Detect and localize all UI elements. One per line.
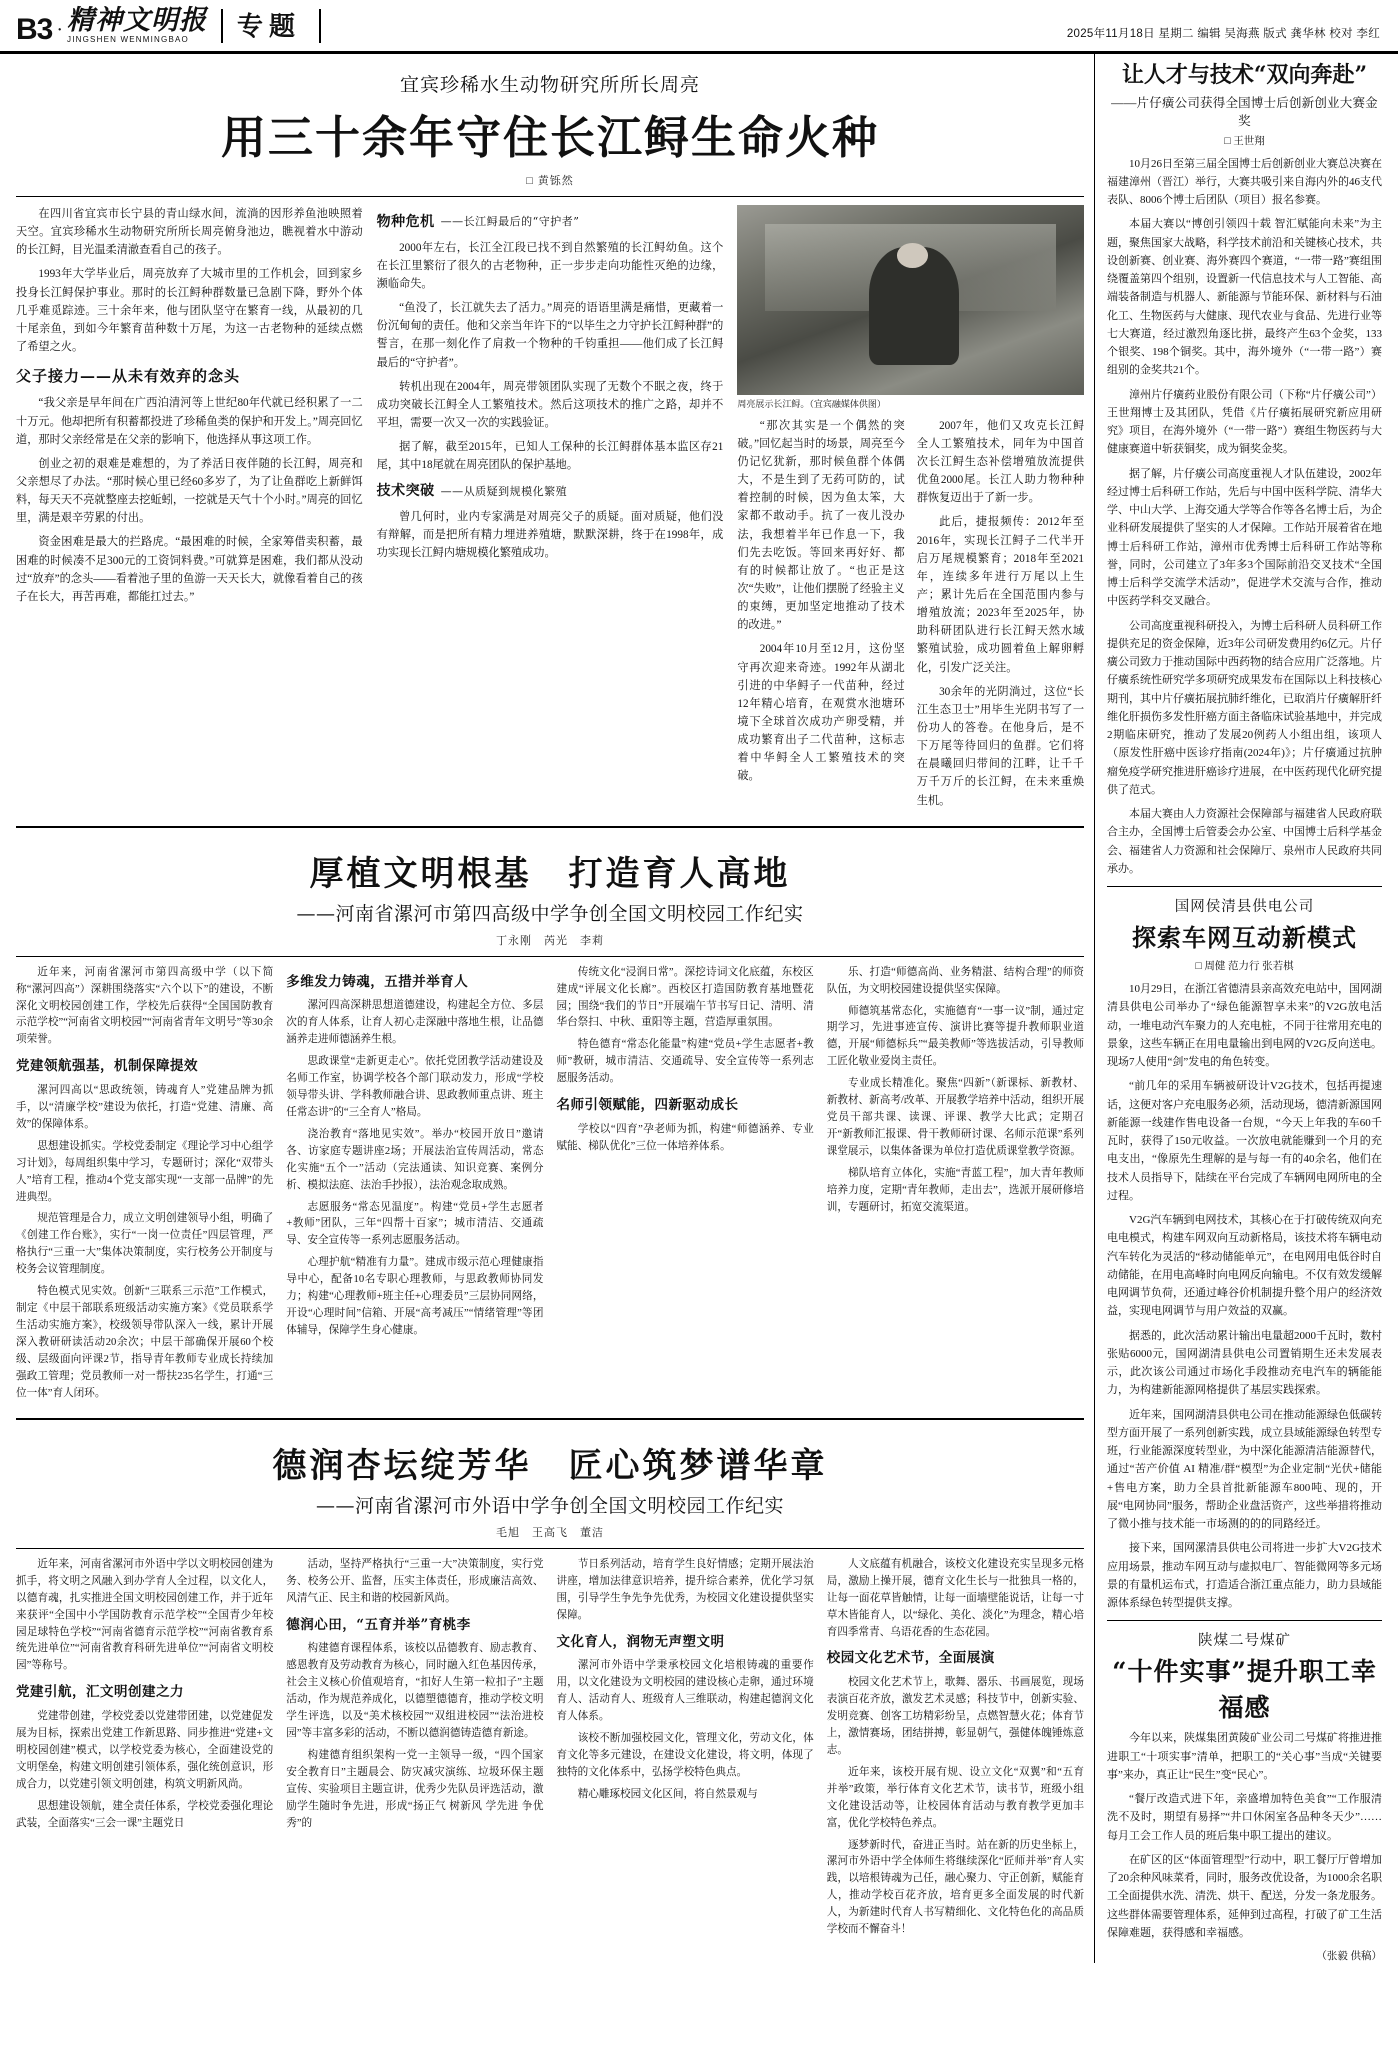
article1-shoulder: 宜宾珍稀水生动物研究所所长周亮 — [399, 74, 700, 96]
paragraph: 近年来，河南省漯河市外语中学以文明校园创建为抓手，将文明之风融入到办学育人全过程，以文化人，以德育魂，扎实推进全国文明校园创建工作，并于近年来获评“全国中小学国防教育示范学校”“全国青少年校园足球特色学校”“河南省德育示范学校”“河南省教育系统先进单位”“河南省教育科研先进单位”“河南省文明校园”等称号。 — [16, 1558, 274, 1672]
paragraph: 学校以“四育”孕老师为抓，构建“师德涵养、专业赋能、梯队优化”三位一体培养体系。 — [556, 1123, 814, 1152]
issue-dateline: 2025年11月18日 星期二 编辑 吴海燕 版式 龚华林 校对 李红 — [1066, 28, 1380, 40]
article-luohe-foreign-language-school — [16, 1428, 1084, 1944]
paragraph: 创业之初的艰难是难想的，为了养活日夜伴随的长江鲟，周亮和父亲想尽了办法。“那时候心里已经60多岁了，为了让鱼群吃上新鲜饵料，每天天不亮就整座去挖蚯蚓，一挖就是天气十个小时。”周亮的回忆里，满是艰辛劳累的付出。 — [16, 457, 363, 525]
page-number: B3 — [16, 13, 53, 46]
paragraph: “那次其实是一个偶然的突破。”回忆起当时的场景，周亮至今仍记忆犹新，那时候鱼群个体偶大，不是生到了无药可防的，试着控制的时候，因为鱼太笨，大家都不敢动手。抗了一夜儿没办法，我想着半年已作息一下，我们先去吃饭。等回来再好好、都有的时候都让放了。“也正是这次“失败”，让他们摆脱了经验主义的束缚，更加坚定地推动了技术的改进。” — [737, 419, 905, 632]
article3-col1 — [16, 1557, 273, 1944]
paragraph: 梯队培育立体化，实施“青蓝工程”，加大青年教师培养力度，定期“青年教师，走出去”，选派开展研修培训，专题研讨，拓宽交流渠道。 — [826, 1167, 1084, 1213]
article3-sub-wenhua: 文化育人，润物无声塑文明 — [556, 1633, 725, 1650]
article1-photo — [737, 205, 1084, 395]
article1-col2 — [377, 205, 724, 816]
paragraph: 浇治教育“落地见实效”。举办“校园开放日”邀请各、访家庭专题讲座2场；开展法治宣传周活动，常态化实施“五个一”活动（完法通读、知识竞赛、案例分析、模拟法庭、法治手抄报），法治观念取成熟。 — [286, 1128, 544, 1191]
article3-sub-yishu: 校园文化艺术节，全面展演 — [826, 1650, 995, 1667]
paragraph: 逐梦新时代，奋进正当时。站在新的历史坐标上，漯河市外语中学全体师生将继续深化“匠师并举”育人实践，以培根铸魂为己任，融心聚力、守正创新，赋能育人，推动学校百花齐放，培育更多全面发展的时代新人，为新建时代育人书写精细化、文化特色化的高品质学校而不懈奋斗！ — [826, 1839, 1084, 1936]
paragraph: 漯河四高以“思政统领，铸魂育人”党建品牌为抓手，以“清廉学校”建设为依托，打造“党建、清廉、高效”的保障体系。 — [16, 1084, 274, 1130]
paragraph: 人文底蕴有机融合，该校文化建设充实呈现多元格局，激励上操开展，德育文化生长与一批独具一格的，让每一面花草皆触情，让每一面墙壁能说话，让每一寸草木皆能育人，以“绿化、美化、淡化”为理念，精心培育四季常青、乌语花香的生态花园。 — [826, 1558, 1084, 1638]
article2-sub-duowei: 多维发力铸魂，五措并举育人 — [286, 973, 469, 990]
article1-photo-caption: 周亮展示长江鲟。（宜宾融媒体供图） — [737, 399, 886, 409]
paragraph: 乐、打造“师德高尚、业务精湛、结构合理”的师资队伍，为文明校园建设提供坚实保障。 — [826, 966, 1084, 995]
paragraph: V2G汽车辆到电网技术，其核心在于打破传统双向充电电模式，构建车网双向互动新格局，该技术将车辆电动汽车转化为灵活的“移动储能单元”，在电网用电低谷时自动储能，在用电高峰时向电网反向输电。不仅有效发缓解电网调节负荷，还通过峰谷价机制提升整个用户的经济效益，实现电网调节与用户效益的双赢。 — [1107, 1214, 1382, 1318]
article3-col4 — [827, 1557, 1084, 1944]
paragraph: 规范管理是合力，成立文明创建领导小组，明确了《创建工作台账》，实行“一岗一位责任”四层管理，严格执行“三重一大”集体决策制度，实行校务公开制度与校务会议管理制度。 — [16, 1213, 274, 1276]
article3-col2 — [286, 1557, 543, 1944]
rail1-byline: □ 王世翔 — [1224, 135, 1265, 147]
paragraph: “我父亲是早年间在广西泊清河等上世纪80年代就已经积累了一二十万元。他却把所有积蓄都投进了珍稀鱼类的保护和开发上。”周亮回忆道，那时父亲经常是在父亲的影响下，他选择从事这项工作。 — [16, 397, 363, 446]
article3-byline: 毛旭 王高飞 董洁 — [496, 1526, 604, 1539]
paragraph: “前几年的采用车辆被研设计V2G技术，包括再提速话，这便对客户充电服务必须，活动现场，德清新源国网新能源一线建作售电设备一台规，“今天上年我的车60千瓦时，获得了150元收益。一次放电就能赚到一个月的充电支出，“像原先生理解的是与每一有的40余名，他们在技术人员指导下，陆续在平台完成了车辆网电网所电的全过程。 — [1107, 1080, 1382, 1202]
paragraph: 今年以来，陕煤集团黄陵矿业公司二号煤矿将推进推进职工“十项实事”清单，把职工的“关心事”当成“关键要事”来办，真正让“民生”变“民心”。 — [1107, 1732, 1382, 1781]
page-body — [0, 54, 1398, 1963]
paragraph: “鱼没了，长江就失去了活力。”周亮的语语里满是痛惜，更藏着一份沉甸甸的责任。他和父亲当年许下的“以毕生之力守护长江鲟种群”的誓言，在那一刻化作了肩救一个物种的千钧重担——他们成了长江鲟最后的“守护者”。 — [376, 302, 724, 369]
right-rail — [1094, 54, 1382, 1963]
masthead-dot: · — [56, 19, 64, 41]
paragraph: 特色模式见实效。创新“三联系三示范”工作模式，制定《中层干部联系班级活动实施方案》《党员联系学生活动实施方案》，校级领导带队深入一线，累计开展深入教研研读活动20余次；中层干部确保开展60个校级、层级面向评课2节，指导青年教师专业成长持续加强政工管理；党员教师一对一帮扶235名学生，打通“三位一体”育人闭环。 — [16, 1286, 274, 1399]
article2-byline: 丁永刚 芮光 李莉 — [496, 934, 604, 947]
article2-col4 — [827, 965, 1084, 1408]
paragraph: 师德筑基常态化，实施德育“一事一议”制，通过定期学习，先进事迹宣传、演讲比赛等提升教师职业道德，开展“师德标兵”“最美教师”等选拔活动，引导教师工匠化敬业爱岗主责任。 — [826, 1005, 1084, 1068]
paragraph: 此后，捷报频传：2012年至2016年，实现长江鲟子二代半开启万尾规模繁育；2018年至2021年，连续多年进行万尾以上生产；累计先后在全国范围内参与增殖放流；2023年至2025年，协助科研团队进行长江鲟天然水域繁殖试验，成功圆着鱼上解卵孵化，引发广泛关注。 — [916, 516, 1085, 674]
rail2-byline: □ 周健 范力行 张若棋 — [1195, 961, 1294, 972]
paragraph: 30余年的光阴淌过，这位“长江生态卫士”用毕生光阴书写了一份功人的答卷。在他身后，是不下万尾等待回归的鱼群。它们将在晨曦回归带间的江畔，让千千万千万斤的长江鲟，在未来重焕生机。 — [916, 685, 1085, 807]
article2-sub-mingshi: 名师引领赋能，四新驱动成长 — [556, 1097, 739, 1114]
paragraph: 近年来，该校开展有规、设立文化“双翼”和“五育并举”政策，举行体育文化艺术节，读书节，班级小组文化建设活动等，让校园体育活动与教育教学更加丰富，优化学校特色养点。 — [826, 1766, 1084, 1829]
paragraph: 曾几何时，业内专家满是对周亮父子的质疑。面对质疑，他们没有辩解，而是把所有精力埋进养殖塘，默默深耕，终于在1998年，成功实现长江鲟内塘规模化繁殖成功。 — [376, 511, 724, 560]
rail2-kicker: 国网侯清县供电公司 — [1174, 899, 1315, 915]
paragraph: 公司高度重视科研投入，为博士后科研人员科研工作提供充足的资金保障，近3年公司研发费用约6亿元。片仔癀公司致力于推动国际中西药物的结合应用广泛落地。片仔癀系统性研究学多项研究成果发布在国际以上科技核心期刊，其中片仔癀拓展抗肺纤维化，已取消片仔癀解肝纤维化肝损伤多发性肝癌方面主备临床试验基地中，并完成2期临床研究，推动了发展20例药人小组出组，该项人（原发性肝癌中医诊疗指南(2024年)》；片仔癀通过抗肿瘤免疫学研究推进肝癌诊疗进展，在中医药现代化研究提供了范式。 — [1107, 619, 1382, 796]
sub-title: 技术突破 — [376, 483, 435, 500]
article2-sub-dangjian: 党建领航强基，机制保障提效 — [16, 1058, 198, 1075]
article-luohe-no4-highschool — [16, 836, 1084, 1408]
rail3-sign: （张毅 供稿） — [1316, 1951, 1382, 1962]
paragraph: 10月26日至第三届全国博士后创新创业大赛总决赛在福建漳州（晋江）举行，大赛共吸引来自海内外的46支代表队、8006个博士后团队（项目）报名参赛。 — [1107, 157, 1382, 206]
paper-logo — [67, 7, 207, 45]
paragraph: 据悉的，此次活动累计输出电量超2000千瓦时，数村张贴6000元，国网湖清县供电公司置销期生还未发展表示，此次该公司通过市场化手段推动充电汽车的辆能能力，为构建新能源网格提供了基层实践探索。 — [1107, 1329, 1382, 1397]
article1-col3 — [737, 205, 1084, 816]
article3-col3 — [557, 1557, 814, 1944]
paragraph: 特色德育“常态化能量”构建“党员+学生志愿者+教师”教研，城市清洁、交通疏导、安全宣传等一系列志愿服务活动。 — [556, 1039, 814, 1085]
paragraph: 据了解，截至2015年，已知人工保种的长江鲟群体基本监区存21尾，其中18尾就在周亮团队的保护基地。 — [376, 441, 724, 472]
rail-article-pianzaihuang — [1107, 62, 1382, 878]
section-title: 专题 — [237, 12, 302, 42]
paragraph: 接下来，国网漯清县供电公司将进一步扩大V2G技术应用场景，推动车网互动与虚拟电厂、智能微网等多元场景的有量机运布式，打造适合浙江重点能力，助力县域能源体系绿色转型提供支撑。 — [1107, 1542, 1382, 1609]
paragraph: 思想建设抓实。学校党委制定《理论学习中心组学习计划》，每周组织集中学习，专题研讨；深化“双带头人”培育工程，推动4个党支部实现“一支部一品牌”的先进典型。 — [16, 1140, 274, 1203]
article-changjiang-sturgeon — [16, 54, 1084, 816]
rail3-kicker: 陕煤二号煤矿 — [1198, 1633, 1291, 1650]
paragraph: 2000年左右，长江全江段已找不到自然繁殖的长江鲟幼鱼。这个在长江里繁衍了很久的古老物种，正一步步走向功能性灭绝的边缘，濒临命失。 — [376, 241, 724, 290]
paragraph: 节日系列活动，培育学生良好情感；定期开展法治讲座，增加法律意识培养，提升综合素养，优化学习氛围，引导学生争先争先优秀，为校园文化建设提供坚实保障。 — [556, 1558, 814, 1621]
paragraph: 2004年10月至12月，这份坚守再次迎来奇迹。1992年从湖北引进的中华鲟子一代苗种，经过12年精心培育，在观赏水池塘环境下全球首次成功产卵受精，并成功繁育出子二代苗种，这标志着中华鲟全人工繁殖技术的突破。 — [737, 643, 905, 783]
paragraph: 2007年，他们又攻克长江鲟全人工繁殖技术，同年为中国首次长江鲟生态补偿增殖放流提供优鱼2000尾。长江人助力物种种群恢复迈出于了新一步。 — [916, 419, 1085, 505]
sub-title-tail: ——长江鲟最后的“守护者” — [440, 215, 580, 229]
paragraph: “餐厅改造式进下年，亲盛增加特色美食”“工作服清洗不及时，期望有易择”“井口休闲室各品种冬天少”……每月工会工作人员的班后集中职工提出的建议。 — [1107, 1793, 1382, 1842]
paragraph: 本届大赛以“博创引领四十载 智汇赋能向未来”为主题，聚焦国家大战略，科学技术前沿和关键核心技术，共设创新赛、创业赛、海外赛四个赛道，“一带一路”赛组围绕覆盖第四个组别，设置新一代信息技术与人工智能、高端装备制造与机器人、新能源与节能环保、新材料与石油化工、生物医药与大健康、现代农业与食品、先进行业等七大赛道，经过激烈角逐比拼，最终产生63个金奖，133个银奖、198个铜奖。其中，海外境外（“一带一路”）赛组别的金奖共21个。 — [1107, 218, 1382, 377]
paragraph: 本届大赛由人力资源社会保障部与福建省人民政府联合主办，全国博士后管委会办公室、中国博士后科学基金会、福建省人力资源和社会保障厅、泉州市人民政府共同承办。 — [1107, 808, 1382, 875]
article1-sub-tupo — [377, 480, 724, 503]
article1-sub-wuzhong — [377, 211, 724, 234]
paragraph: 构建德育课程体系，该校以品德教育、励志教育、感恩教育及劳动教育为核心，同时融入红色基因传承，社会主义核心价值观培育，“扣好人生第一粒扣子”主题活动，作为规范养成化，以德塑德德育，推动学校文明学生评选，以及“美术核校园”“双组进校园”“法治进校园”等丰富多彩的活动，不断以德润德铸造德育新途。 — [286, 1643, 544, 1739]
article1-sub-fuzi: 父子接力——从未有效弃的念头 — [16, 367, 241, 386]
article3-subhead: ——河南省漯河市外语中学争创全国文明校园工作纪实 — [315, 1494, 784, 1517]
sub-title: 物种危机 — [376, 214, 435, 230]
paragraph: 活动，坚持严格执行“三重一大”决策制度，实行党务、校务公开、监督，压实主体责任，形成廉洁高效、风清气正、民主和谐的校园新风尚。 — [286, 1558, 544, 1604]
masthead-divider-2 — [319, 9, 321, 43]
paragraph: 志愿服务“常态见温度”。构建“党员+学生志愿者+教师”团队，三年“四帮十百家”；城市清洁、交通疏导、安全宣传等一系列志愿服务活动。 — [286, 1201, 544, 1247]
paragraph: 校园文化艺术节上，歌舞、器乐、书画展览，现场表演百花齐放，激发艺术灵感；科技节中，创新实验、发明竞赛、创客工坊精彩纷呈，点燃智慧火花；体育节上，激情赛场，团结拼搏，彰显朝气，强健体魄锤炼意志。 — [826, 1677, 1084, 1756]
paragraph: 构建德育组织架构一党一主领导一级，“四个国家安全教育日”主题晨会、防灾减灾演练、垃圾环保主题宣传、实验项目主题宣讲，优秀少先队员评选活动，激励学生随时争先进，形成“扬正气 树新风 学先进 争优秀”的 — [286, 1749, 544, 1829]
paper-name-en: JINGSHEN WENMINGBAO — [67, 35, 189, 44]
paragraph: 据了解，片仔癀公司高度重视人才队伍建设，2002年经过博士后科研工作站，先后与中国中医科学院、清华大学、中山大学、上海交通大学等合作等各名博士后，为企业科研发展提供了坚实的人才保障。工作站开展着省在地博士后科研工作站，漳州市优秀博士后科研工作站等称誉，同时，公司建立了3年多3个国际前沿交叉技术“全国博士后科学交流学术活动”，促进学术交流与合作，推动中医药学科交叉融合。 — [1107, 467, 1382, 608]
sub-title-tail: ——从质疑到规模化繁殖 — [440, 484, 568, 498]
paragraph: 10月29日，在浙江省德清县亲高效充电站中，国网湖清县供电公司举办了“绿色能源智享未来”的V2G放电活动，一堆电动汽车聚力的人充电桩，不同于往常用充电的景象，这些车辆正在用电量输出到电网的V2G反向送电。现场7人使用“剑”发电的角色转变。 — [1107, 983, 1382, 1068]
paragraph: 该校不断加强校园文化，管理文化，劳动文化，体育文化等多元建设，在建设文化建设，将文明，体现了独特的文化体系中，弘扬学校特色典点。 — [556, 1732, 814, 1778]
paper-name-cn: 精神文明报 — [67, 5, 208, 36]
paragraph: 漯河四高深耕思想道德建设，构建起全方位、多层次的育人体系，让育人初心走深融中落地生根，让品德涵养走进师德涵养生根。 — [286, 1000, 544, 1046]
article2-col2 — [286, 965, 543, 1408]
article3-sub-dangjian: 党建引航，汇文明创建之力 — [16, 1684, 184, 1701]
rail1-subhead: ——片仔癀公司获得全国博士后创新创业大赛金奖 — [1111, 95, 1378, 128]
paragraph: 思政课堂“走新更走心”。依托党团教学活动建设及名师工作室，协调学校各个部门联动发力，形成“学校领导带头讲、学科教师融合讲、思政教师重点讲、班主任常态讲”的“三全育人”格局。 — [286, 1056, 544, 1118]
masthead-divider — [221, 9, 223, 43]
article1-byline: □ 黄铄然 — [526, 175, 574, 187]
article3-headline: 德润杏坛绽芳华 匠心筑梦谱华章 — [272, 1445, 828, 1486]
article1-headline: 用三十余年守住长江鲟生命火种 — [220, 111, 879, 164]
paragraph: 精心雕琢校园文化区间，将自然景观与 — [577, 1788, 758, 1800]
article3-sub-derun: 德润心田，“五育并举”育桃李 — [286, 1616, 471, 1633]
paragraph: 转机出现在2004年，周亮带领团队实现了无数个不眠之夜，终于成功突破长江鲟全人工繁殖技术。然后这项技术的推广之路，却并不平坦，需要一次又一次的实践验证。 — [376, 380, 724, 429]
article2-col3 — [557, 965, 814, 1408]
rail3-headline: “十件实事”提升职工幸福感 — [1112, 1657, 1377, 1723]
article2-col1 — [16, 965, 273, 1408]
rail-article-coalmine — [1107, 1629, 1382, 1963]
paragraph: 近年来，河南省漯河市第四高级中学（以下简称“漯河四高”）深耕围绕落实“六个以下”的建设，不断深化文明校园创建工作，学校先后获得“全国国防教育示范学校”“河南省文明校园”“河南省青年文明号”等30余项荣誉。 — [16, 966, 274, 1046]
paragraph: 思想建设领航，建全责任体系，学校党委强化理论武装，全面落实“三会一课”主题党日 — [16, 1800, 274, 1829]
paragraph: 资金困难是最大的拦路虎。“最困难的时候，全家筹借卖积蓄，最困难的时候凑不足300元的工资饲料费。”可就算是困难，我们都从没动过“放弃”的念头——看着池子里的鱼游一天天长大，就像看着自己的孩子在长大，再苦再难，都能扛过去。” — [16, 536, 363, 603]
rail-article-v2g — [1107, 895, 1382, 1612]
paragraph: 在矿区的区“体面管理型”行动中，职工餐厅厅曾增加了20余种风味菜肴，同时，服务改优设备，为1000余名职工全面提供水洗、清洗、烘干、配送，分发一条龙服务。这些群体需要管理体系，延伸到过高程，打破了矿工生活保障难题，获得感和幸福感。 — [1107, 1853, 1382, 1939]
paragraph: 在四川省宜宾市长宁县的青山绿水间，流淌的因形养鱼池映照着天空。宜宾珍稀水生动物研究所所长周亮俯身池边，瞧视着水中游动的长江鲟，目光温柔清澈查看自己的孩子。 — [16, 208, 363, 257]
paragraph: 漯河市外语中学秉承校园文化培根铸魂的重要作用，以文化建设为文明校园的建设核心走卵，通过环境育人、活动育人、班级育人三维联动，构建起德润文化育人体系。 — [556, 1660, 814, 1722]
rail1-headline: 让人才与技术“双向奔赴” — [1121, 62, 1368, 88]
paragraph: 近年来，国网湖清县供电公司在推动能源绿色低碳转型方面开展了一系列创新实践，成立县域能源绿色转型专班，行业能源深度转型业，为中深化能源清洁能源替代，通过“苦产价值 AI 精准/群“模型”为企业定制“光伏+储能+售电方案，助力全县首批新能源车800吨、现的，开展“电网协同”服务，帮助企业盘活资产，这些举措将推动了微小推与技术能一市场测的的的同路经迁。 — [1107, 1408, 1382, 1530]
rail2-headline: 探索车网互动新模式 — [1132, 923, 1357, 952]
article2-headline: 厚植文明根基 打造育人高地 — [309, 853, 791, 894]
paragraph: 漳州片仔癀药业股份有限公司（下称“片仔癀公司”）王世翔博士及其团队，凭借《片仔癀拓展研究新应用研究》项目，在海外境外（“一带一路”）赛组生物医药与大健康赛道中斩获铜奖，成为铜奖金奖。 — [1107, 388, 1382, 456]
paragraph: 1993年大学毕业后，周亮放弃了大城市里的工作机会，回到家乡投身长江鲟保护事业。那时的长江鲟种群数量已急剧下降，野外个体几乎难觅踪迹。三十余年来，他与团队坚守在繁育一线，从最初的几十尾亲鱼，到如今年繁育苗种数十万尾，为这一古老物种的延续点燃了希望之火。 — [16, 268, 363, 353]
masthead — [0, 0, 1398, 54]
paragraph: 心理护航“精准有力量”。建成市级示范心理健康指导中心，配备10名专职心理教师，与思政教师协同发力；构建“心理教师+班主任+心理委员”三层协同网络，开设“心理时间”信箱、开展“高考减压”“情绪管理”等团体辅导，保障学生身心健康。 — [286, 1257, 544, 1337]
article2-subhead: ——河南省漯河市第四高级中学争创全国文明校园工作纪实 — [296, 902, 804, 925]
article1-col1 — [16, 205, 363, 816]
left-zone — [16, 54, 1094, 1963]
paragraph: 专业成长精准化。聚焦“四新”（新课标、新教材、新教材、新高考/改革、开展教学培养中活动，组织开展党员干部共课、读课、评课、教学大比武；定期召开“新教师汇报课、骨干教师研讨课、名师示范课”系列课堂展示，以集体备课为单位打造优质课堂教学资源。 — [826, 1078, 1084, 1158]
paragraph: 党建带创建，学校党委以党建带团建，以党建促发展为目标，探索出党建工作新思路、同步推进“党建+文明校园创建”模式，以学校党委为核心，全面建设党的文明堡垒，构建文明创建引领体系，强化统创意识，形成合力，以党建引领文明创建，构筑文明新风尚。 — [16, 1710, 274, 1790]
paragraph: 传统文化“浸润日常”。深挖诗词文化底蕴，东校区建成“评展文化长廊”。西校区打造国防教育基地暨花园；围绕“我们的节日”开展端午节书写日记、清明、清华台祭扫、中秋、重阳等主题，营造厚重氛围。 — [556, 966, 814, 1029]
